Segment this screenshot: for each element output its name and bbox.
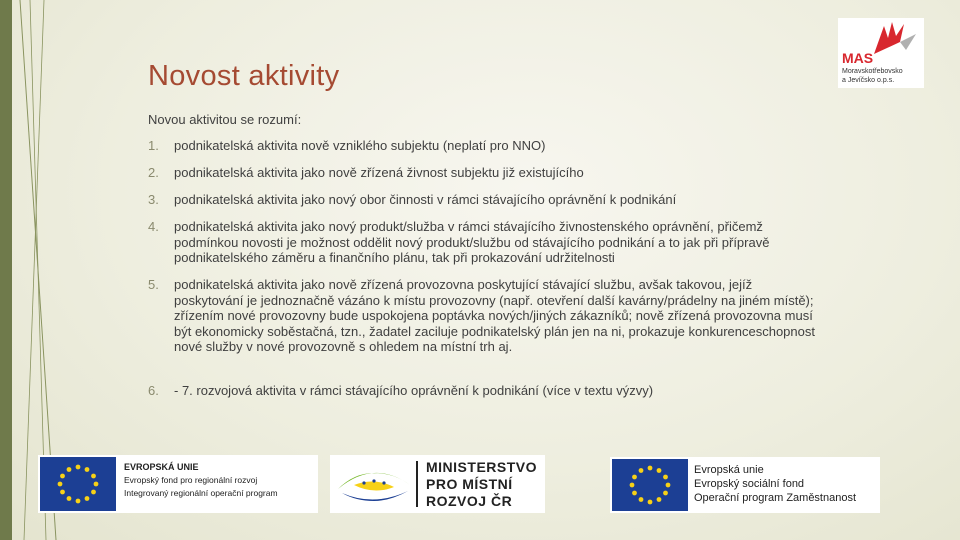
list-item (148, 219, 818, 266)
list-item-text: podnikatelská aktivita nově vzniklého subjektu (neplatí pro NNO) (174, 138, 546, 153)
eu-esf-line3: Operační program Zaměstnanost (694, 492, 857, 504)
eu-erdf-line2: Evropský fond pro regionální rozvoj (124, 475, 258, 485)
list-item (148, 383, 818, 399)
eu-erdf-line1: EVROPSKÁ UNIE (124, 462, 199, 472)
list-item-text: podnikatelská aktivita jako nový obor činnosti v rámci stávajícího oprávnění k podnikání (174, 192, 677, 207)
eu-flag-icon (40, 457, 116, 511)
eu-esf-line1: Evropská unie (694, 464, 764, 476)
list-item (148, 165, 818, 181)
slide-title: Novost aktivity (148, 60, 340, 92)
eu-esf-logo (610, 457, 880, 513)
intro-rest: se rozumí: (236, 112, 302, 127)
list-item (148, 138, 818, 154)
mmr-divider (416, 461, 418, 507)
eu-flag-icon (612, 459, 688, 511)
list-item-text: podnikatelská aktivita jako nově zřízená živnost subjektu již existujícího (174, 165, 584, 180)
list-item-text: podnikatelská aktivita jako nově zřízená provozovna poskytující stávající službu, avšak takovou, jejíž poskytování je jednoznačně vázáno k místu provozovny (např. otevření další kavárny/prádelny na jiném místě); zřízením nové provozovny bude uspokojena poptávka nových/jiných zákazníků; nově zřízená provozovna musí být ekonomicky soběstačná, tzn., žadatel zaciluje podnikatelský plán jen na ni, prokazuje konkurenceschopnost nové služby v nové provozovně s ohledem na místní trh aj. (174, 277, 815, 354)
mmr-emblem-icon (334, 459, 414, 509)
intro-line (148, 112, 301, 127)
eu-erdf-line3: Integrovaný regionální operační program (124, 488, 278, 498)
list-item-text: podnikatelská aktivita jako nový produkt/služba v rámci stávajícího živnostenského oprávnění, přičemž podmínkou novosti je možnost oddělit nový produkt/službu od stávajícího podnikání a to jak při přípravě podnikatelského záměru a finančního plánu, tak při prokazování udržitelnosti (174, 219, 770, 265)
list-item-text: - 7. rozvojová aktivita v rámci stávajícího oprávnění k podnikání (více v textu výzvy) (174, 383, 654, 398)
mas-word: MAS (842, 50, 874, 66)
eu-esf-line2: Evropský sociální fond (694, 478, 805, 490)
list-item-number: 1. (148, 138, 159, 153)
eu-esf-text (694, 463, 856, 505)
mmr-logo (330, 455, 545, 513)
eu-erdf-text (124, 461, 278, 500)
mmr-line1: MINISTERSTVO (426, 459, 538, 475)
eu-erdf-logo (38, 455, 318, 513)
list-item-number: 5. (148, 277, 159, 292)
list-item-number: 2. (148, 165, 159, 180)
mas-wing-icon (870, 20, 920, 56)
intro-bold: Novou aktivitou (148, 112, 237, 127)
mmr-text (426, 459, 537, 510)
mmr-line3: ROZVOJ ČR (426, 493, 513, 509)
list-item (148, 192, 818, 208)
list-item-number: 3. (148, 192, 159, 207)
mmr-line2: PRO MÍSTNÍ (426, 476, 513, 492)
list-item (148, 277, 818, 355)
mas-logo (838, 18, 924, 88)
mas-subtitle: Moravskotřebovsko a Jevíčsko o.p.s. (842, 68, 903, 84)
list-item-number: 6. (148, 383, 159, 398)
list-item-number: 4. (148, 219, 159, 234)
